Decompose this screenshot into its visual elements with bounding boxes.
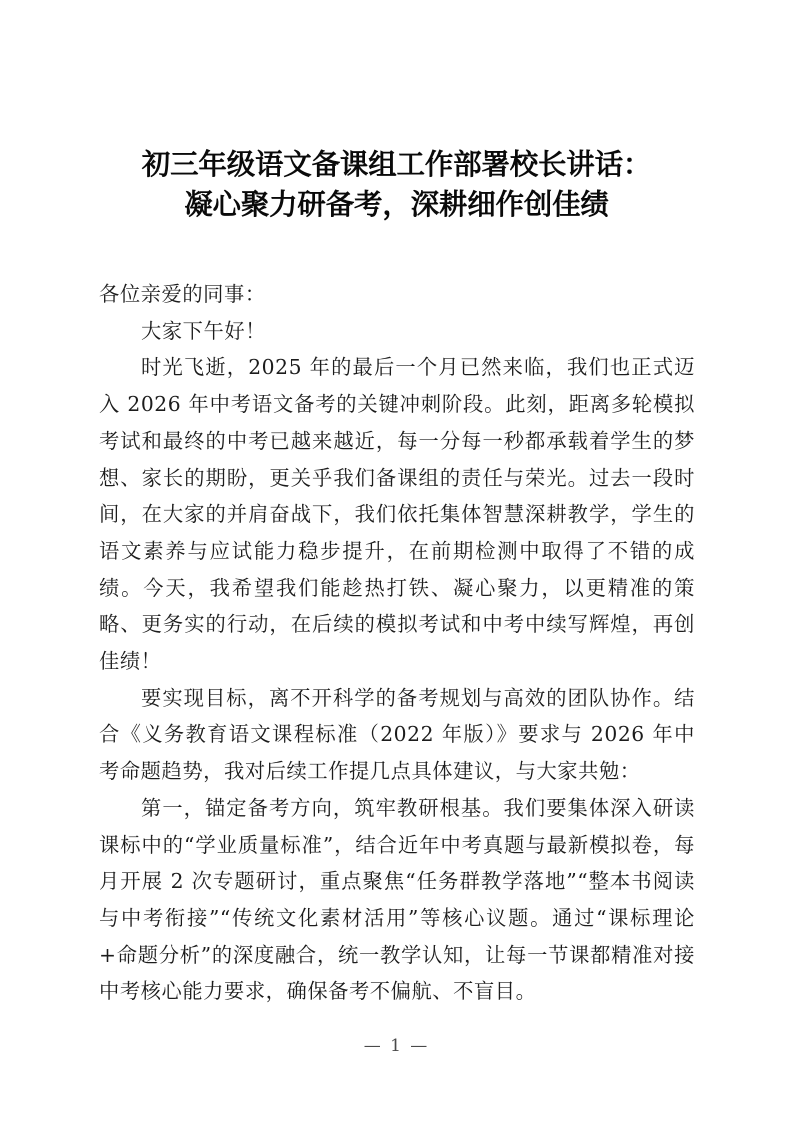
page-footer	[0, 1036, 793, 1056]
paragraph-point-one: 第一，锚定备考方向，筑牢教研根基。我们要集体深入研读课标中的“学业质量标准”，结合近年中考真题与最新模拟卷，每月开展 2 次专题研讨，重点聚焦“任务群教学落地”“整本书阅读与中考衔接”“传统文化素材活用”等核心议题。通过“课标理论+命题分析”的深度融合，统一教学认知，让每一节课都精准对接中考核心能力要求，确保备考不偏航、不盲目。	[99, 795, 695, 1004]
document-title	[98, 145, 695, 225]
paragraph-salutation: 各位亲爱的同事：	[99, 282, 266, 306]
paragraph-opening: 时光飞逝，2025 年的最后一个月已然来临，我们也正式迈入 2026 年中考语文备考的关键冲刺阶段。此刻，距离多轮模拟考试和最终的中考已越来越近，每一分每一秒都承载着学生的梦想、家长的期盼，更关乎我们备课组的责任与荣光。过去一段时间，在大家的并肩奋战下，我们依托集体智慧深耕教学，学生的语文素养与应试能力稳步提升，在前期检测中取得了不错的成绩。今天，我希望我们能趁热打铁、凝心聚力，以更精准的策略、更务实的行动，在后续的模拟考试和中考中续写辉煌，再创佳绩！	[99, 355, 695, 674]
page-number: — 1 —	[363, 1036, 430, 1056]
paragraph-greeting: 大家下午好！	[141, 318, 266, 343]
paragraph-transition: 要实现目标，离不开科学的备考规划与高效的团队协作。结合《义务教育语文课程标准（2022 年版）》要求与 2026 年中考命题趋势，我对后续工作提几点具体建议，与大家共勉：	[99, 685, 695, 784]
document-title-line-2: 凝心聚力研备考，深耕细作创佳绩	[184, 188, 609, 221]
document-body	[99, 276, 695, 1010]
document-title-line-1: 初三年级语文备课组工作部署校长讲话：	[141, 148, 652, 181]
